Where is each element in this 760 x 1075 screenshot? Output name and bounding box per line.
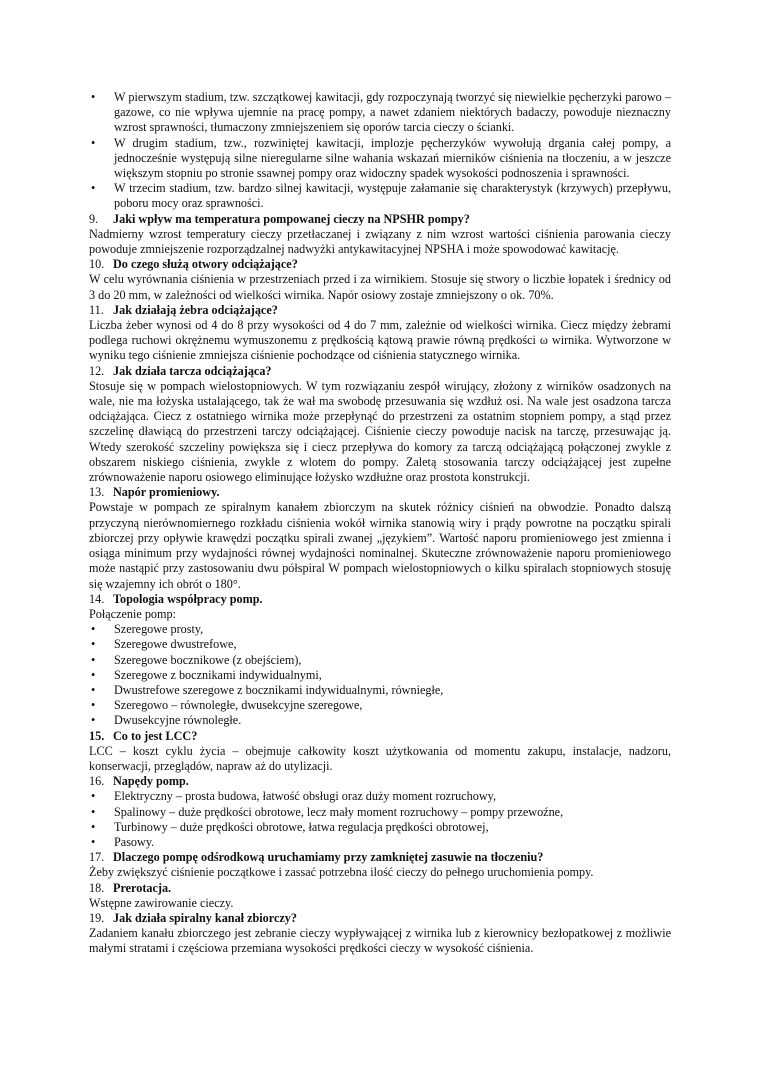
- list-item-text: W drugim stadium, tzw., rozwiniętej kawitacji, implozje pęcherzyków wywołują drgania całej pompy, a jednocześnie występują silne nieregularne silne wahania wskazań mierników ciśnienia na tłoczeniu, a w jeszcze większym stopniu po stronie ssawnej pompy oraz widoczny spadek wysokości podnoszenia i sprawności.: [114, 135, 671, 181]
- bullet-icon: •: [91, 804, 96, 819]
- list-item: [89, 683, 671, 698]
- bullet-icon: •: [91, 181, 96, 196]
- section-title: Prerotacja.: [113, 880, 172, 895]
- bullet-icon: •: [91, 90, 96, 104]
- bullet-icon: •: [91, 819, 96, 834]
- list-item-text: W pierwszym stadium, tzw. szczątkowej kawitacji, gdy rozpoczynają tworzyć się niewielkie pęcherzyki parowo – gazowe, co nie wpływa ujemnie na pracę pompy, a nawet zdaniem niektórych badaczy, powoduje nieznaczny wzrost sprawności, tłumaczony zmniejszeniem się oporów tarcia cieczy o ścianki.: [114, 90, 671, 135]
- list-item: [89, 835, 671, 850]
- bullet-icon: •: [91, 789, 96, 804]
- list-item-text: W trzecim stadium, tzw. bardzo silnej kawitacji, występuje załamanie się charakterystyk (krzywych) przepływu, poboru mocy oraz sprawności.: [114, 181, 671, 211]
- list-item-text: Szeregowe dwustrefowe,: [114, 637, 237, 652]
- list-item: [89, 136, 671, 182]
- list-item: [89, 637, 671, 652]
- bullet-icon: •: [91, 637, 96, 652]
- section-heading: [89, 592, 671, 607]
- bullet-icon: •: [91, 682, 96, 697]
- list-item: [89, 713, 671, 728]
- section-body: Nadmierny wzrost temperatury cieczy przetłaczanej i związany z nim wzrost wartości ciśnienia parowania cieczy powoduje zmniejszenie rozporządzalnej nadwyżki antykawitacyjnej NPSHA i może spowodować kawitację.: [89, 226, 671, 257]
- list-item: [89, 622, 671, 637]
- section-number: 19.: [89, 910, 105, 925]
- bullet-icon: •: [91, 135, 96, 150]
- section-number: 16.: [89, 774, 105, 789]
- list-item-text: Turbinowy – duże prędkości obrotowe, łatwa regulacja prędkości obrotowej,: [114, 819, 489, 834]
- list-item-text: Dwustrefowe szeregowe z bocznikami indywidualnymi, równiegłe,: [114, 682, 444, 697]
- section-title: Topologia współpracy pomp.: [113, 591, 263, 606]
- list-item: [89, 653, 671, 668]
- section-11: [89, 303, 671, 364]
- bullet-icon: •: [91, 622, 96, 637]
- document-page: [89, 90, 671, 957]
- section-12: [89, 364, 671, 486]
- section-title: Jak działa spiralny kanał zbiorczy?: [113, 910, 297, 925]
- list-item: [89, 668, 671, 683]
- list-item: [89, 789, 671, 804]
- section-number: 18.: [89, 880, 105, 895]
- section-9: [89, 212, 671, 258]
- section-18: [89, 881, 671, 911]
- section-title: Napędy pomp.: [113, 774, 189, 789]
- section-number: 9.: [89, 211, 99, 226]
- bullet-icon: •: [91, 667, 96, 682]
- cavitation-stages-list: [89, 90, 671, 212]
- section-body: Żeby zwiększyć ciśnienie początkowe i zassać potrzebna ilość cieczy do pełnego uruchomienia pompy.: [89, 865, 594, 880]
- section-body: Liczba żeber wynosi od 4 do 8 przy wysokości od 4 do 7 mm, zależnie od wielkości wirnika. Ciecz między żebrami podlega ruchowi okrężnemu wymuszonemu z prędkością kątową prawie równą prędkości ω wirnika. Wytworzone w wyniku tego ciśnienie zmniejsza ciśnienie pochodzące od ciśnienia statycznego wirnika.: [89, 318, 671, 363]
- section-15: [89, 729, 671, 775]
- section-number: 17.: [89, 850, 105, 865]
- section-14: [89, 592, 671, 729]
- section-heading: [89, 850, 671, 865]
- section-heading: [89, 212, 671, 227]
- section-heading: [89, 774, 671, 789]
- section-heading: [89, 303, 671, 318]
- list-item-text: Elektryczny – prosta budowa, łatwość obsługi oraz duży moment rozruchowy,: [114, 789, 496, 804]
- section-10: [89, 257, 671, 303]
- section-13: [89, 485, 671, 591]
- bullet-icon: •: [91, 713, 96, 728]
- list-item-text: Pasowy.: [114, 834, 155, 849]
- section-number: 12.: [89, 363, 105, 378]
- section-number: 14.: [89, 591, 105, 606]
- section-body: Zadaniem kanału zbiorczego jest zebranie cieczy wypływającej z wirnika lub z kierownicy bezłopatkowej z możliwie małymi stratami i częściowa przemiana wysokości prędkości cieczy w wysokość ciśnienia.: [89, 926, 671, 956]
- section-title: Jaki wpływ ma temperatura pompowanej cieczy na NPSHR pompy?: [113, 211, 470, 226]
- section-title: Jak działają żebra odciążające?: [113, 302, 278, 317]
- section-title: Jak działa tarcza odciążająca?: [113, 363, 272, 378]
- section-title: Co to jest LCC?: [113, 728, 198, 743]
- list-item: [89, 90, 671, 136]
- section-number: 10.: [89, 257, 105, 272]
- section-heading: [89, 364, 671, 379]
- section-title: Napór promieniowy.: [113, 485, 220, 500]
- section-heading: [89, 257, 671, 272]
- section-lead: Połączenie pomp:: [89, 606, 176, 621]
- bullet-icon: •: [91, 652, 96, 667]
- list-item-text: Szeregowe bocznikowe (z obejściem),: [114, 652, 302, 667]
- section-heading: [89, 729, 671, 744]
- section-17: [89, 850, 671, 880]
- section-body: LCC – koszt cyklu życia – obejmuje całkowity koszt użytkowania od momentu zakupu, instalacje, nadzoru, konserwacji, przeglądów, napraw aż do utylizacji.: [89, 743, 671, 773]
- section-body: W celu wyrównania ciśnienia w przestrzeniach przed i za wirnikiem. Stosuje się stwory o liczbie łopatek i średnicy od 3 do 20 mm, w zależności od wielkości wirnika. Napór osiowy zostaje zmniejszony o ok. 70%.: [89, 272, 671, 302]
- section-16: [89, 774, 671, 850]
- list-item-text: Dwusekcyjne równoległe.: [114, 713, 242, 728]
- list-item-text: Szeregowo – równoległe, dwusekcyjne szeregowe,: [114, 698, 363, 713]
- section-body: Stosuje się w pompach wielostopniowych. W tym rozwiązaniu zespół wirujący, złożony z wirników osadzonych na wale, nie ma łożyska ustalającego, tak że wał ma swobodę przesuwania się wzdłuż osi. Na wale jest osadzona tarcza odciążająca. Ciecz z ostatniego wirnika może przepłynąć do przestrzeni za ostatnim stopniem pompy, a stąd przez szczelinę dławiącą do przestrzeni tarczy odciążającej. Ciśnienie cieczy powoduje nacisk na tarczę, przesuwając ją. Wtedy szerokość szczeliny powiększa się i ciecz przepływa do komory za tarczą odciążającą połączonej zwykle z obszarem niskiego ciśnienia, zwykle z wlotem do pompy. Zaletą stosowania tarczy odciążającej jest zupełne zrównoważenie naporu osiowego eliminujące łożysko wzdłużne oraz prostota konstrukcji.: [89, 378, 671, 485]
- list-item: [89, 181, 671, 211]
- section-number: 15.: [89, 728, 105, 743]
- list-item: [89, 805, 671, 820]
- list-item: [89, 698, 671, 713]
- bullet-icon: •: [91, 698, 96, 713]
- list-item: [89, 820, 671, 835]
- section-body: Wstępne zawirowanie cieczy.: [89, 895, 234, 910]
- list-item-text: Szeregowe prosty,: [114, 622, 204, 637]
- bullet-icon: •: [91, 834, 96, 849]
- section-body: Powstaje w pompach ze spiralnym kanałem zbiorczym na skutek różnicy ciśnień na obwodzie. Ponadto dalszą przyczyną nierównomiernego rozkładu ciśnienia wokół wirnika stanowią wiry i prądy powrotne na początku spirali zbiorczej przy opływie krawędzi początku spirali zwanej „językiem”. Wartość naporu promieniowego jest zmienna i osiąga minimum przy wydajności równej wydajności nominalnej. Skuteczne zrównoważenie naporu promieniowego może nastąpić przy zastosowaniu dwu półspiral W pompach wielostopniowych o kilku spiralach stopniowych stosuję się wzajemny ich obrót o 180°.: [89, 500, 671, 591]
- list-item-text: Szeregowe z bocznikami indywidualnymi,: [114, 667, 322, 682]
- list-item-text: Spalinowy – duże prędkości obrotowe, lecz mały moment rozruchowy – pompy przewoźne,: [114, 804, 564, 819]
- section-heading: [89, 881, 671, 896]
- section-number: 11.: [89, 302, 104, 317]
- section-title: Dlaczego pompę odśrodkową uruchamiamy przy zamkniętej zasuwie na tłoczeniu?: [113, 850, 544, 865]
- section-title: Do czego służą otwory odciążające?: [113, 257, 298, 272]
- section-heading: [89, 485, 671, 500]
- section-number: 13.: [89, 485, 105, 500]
- section-19: [89, 911, 671, 957]
- section-heading: [89, 911, 671, 926]
